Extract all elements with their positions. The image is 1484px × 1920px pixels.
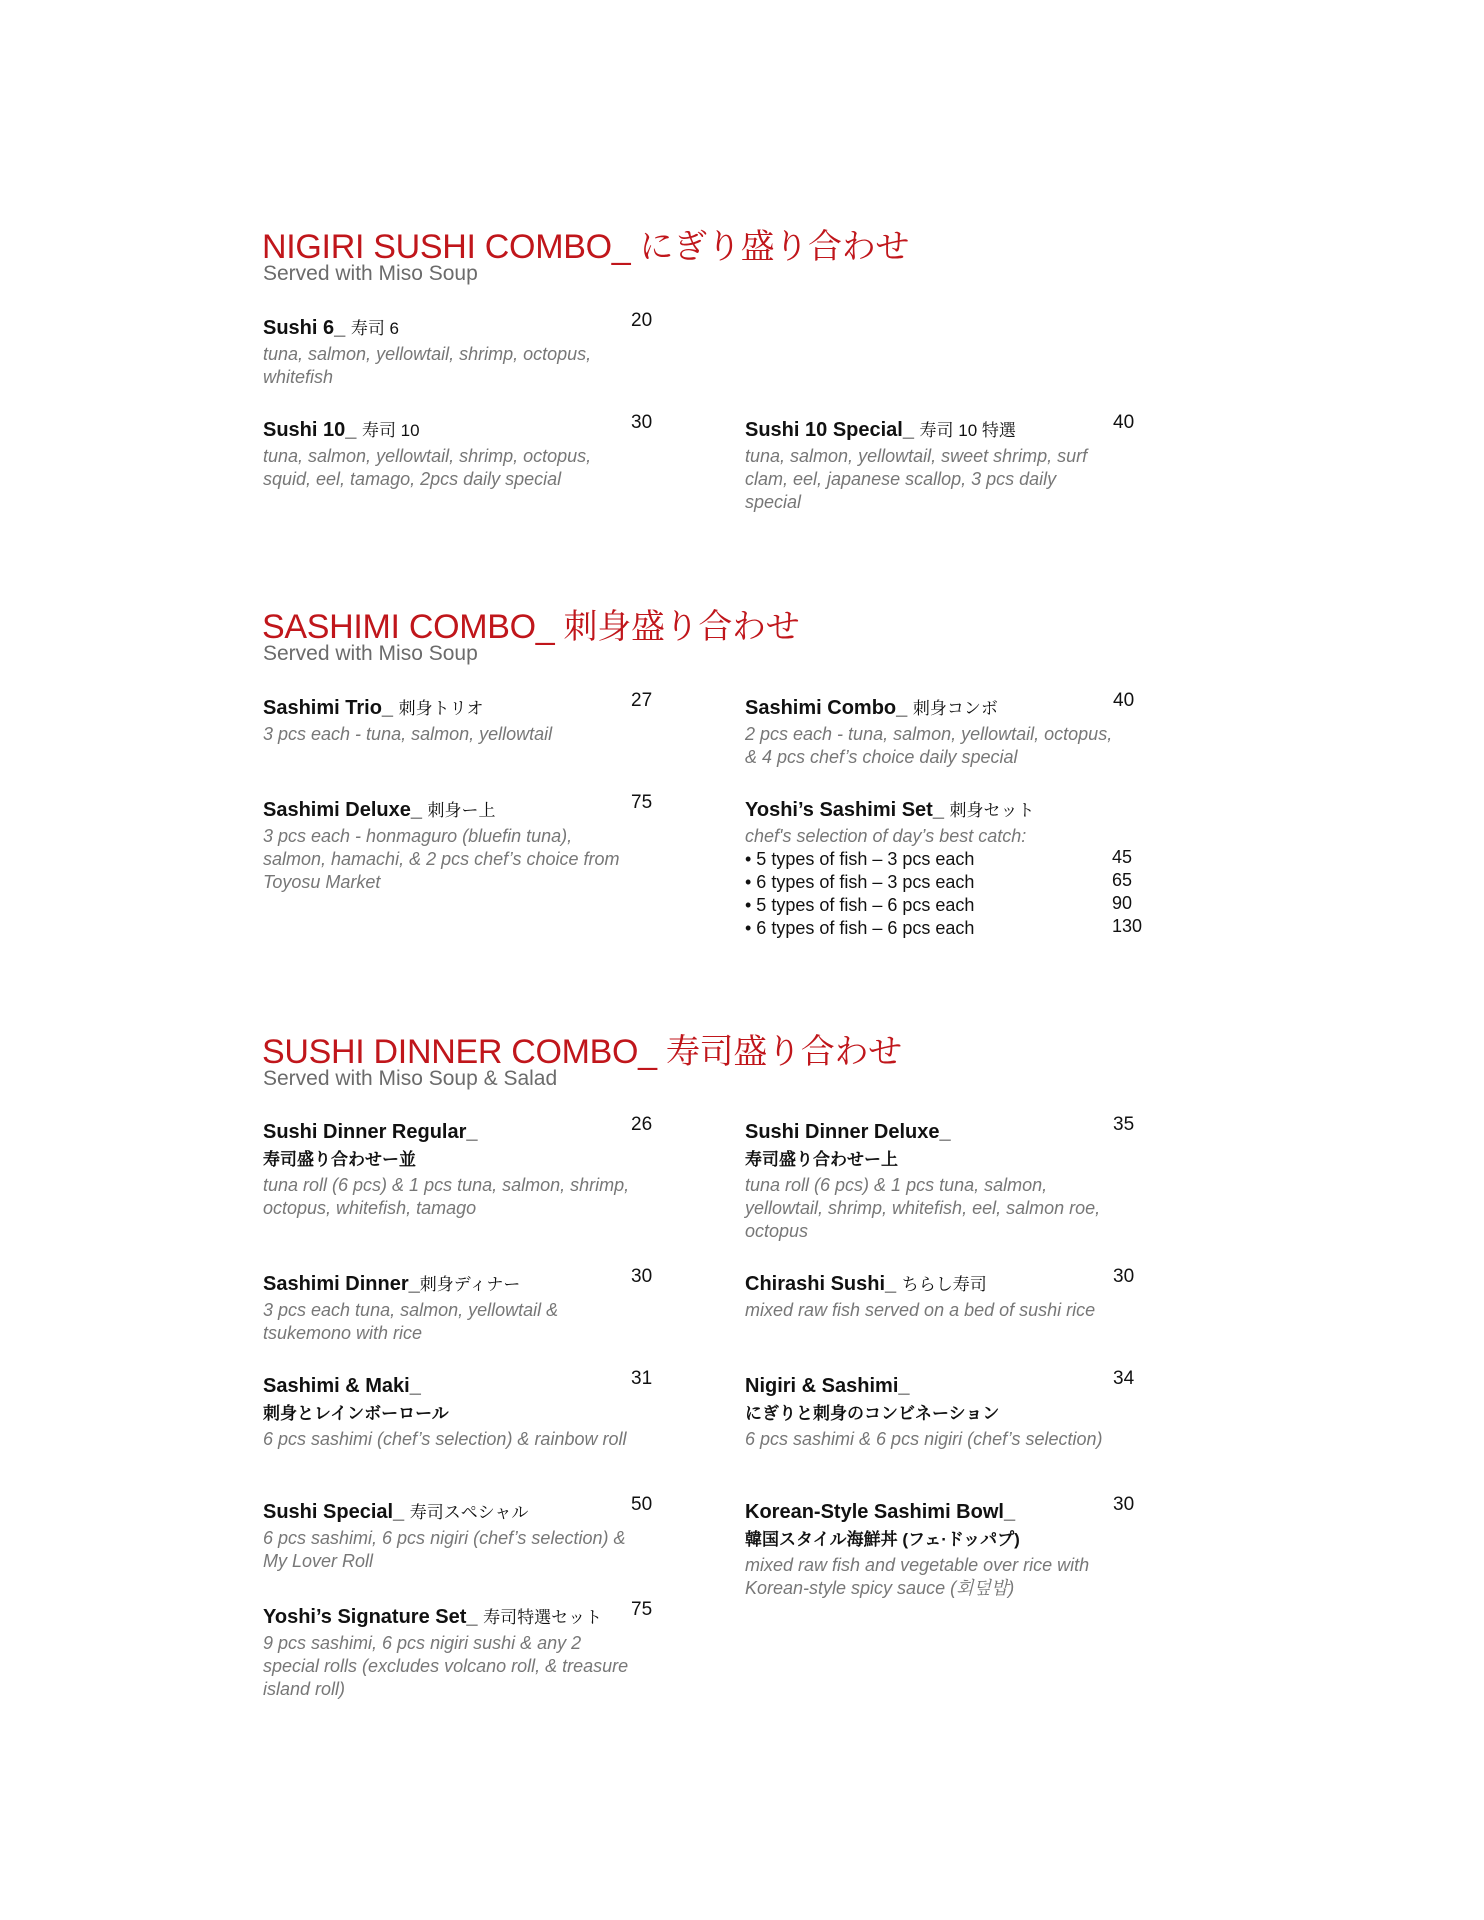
section-title-nigiri: NIGIRI SUSHI COMBO_ にぎり盛り合わせ bbox=[262, 228, 910, 266]
item-name-jp: 寿司特選セット bbox=[483, 1608, 603, 1627]
menu-item-sashimi-trio bbox=[263, 690, 703, 746]
item-name-en: Sushi Dinner Deluxe_ bbox=[745, 1121, 951, 1143]
item-name-jp: 刺身コンボ bbox=[912, 699, 998, 718]
item-description: tuna roll (6 pcs) & 1 pcs tuna, salmon, shrimp, octopus, whitefish, tamago bbox=[263, 1175, 630, 1218]
item-description: 9 pcs sashimi, 6 pcs nigiri sushi & any 2 special rolls (excludes volcano roll, & treasure island roll) bbox=[263, 1633, 629, 1699]
item-description: tuna, salmon, yellowtail, sweet shrimp, surf clam, eel, japanese scallop, 3 pcs daily special bbox=[745, 446, 1088, 512]
item-name-jp: 刺身トリオ bbox=[398, 699, 484, 718]
item-name-en: Chirashi Sushi_ bbox=[745, 1273, 897, 1295]
item-name-jp: 寿司 10 bbox=[361, 421, 420, 440]
item-price: 30 bbox=[1113, 1494, 1135, 1515]
item-price: 30 bbox=[631, 412, 653, 433]
item-description: mixed raw fish served on a bed of sushi rice bbox=[745, 1300, 1096, 1320]
item-name-en: Yoshi’s Sashimi Set_ bbox=[745, 799, 944, 821]
item-name-en: Sashimi Combo_ bbox=[745, 697, 908, 719]
item-name-en: Sushi Dinner Regular_ bbox=[263, 1121, 478, 1143]
menu-item-nigiri-sashimi bbox=[745, 1368, 1185, 1451]
item-name-en: Sushi 10_ bbox=[263, 419, 357, 441]
option-list bbox=[745, 848, 1185, 940]
item-name-en: Yoshi’s Signature Set_ bbox=[263, 1606, 478, 1628]
item-description: tuna, salmon, yellowtail, shrimp, octopus, whitefish bbox=[263, 344, 592, 387]
item-price: 34 bbox=[1113, 1368, 1135, 1389]
item-description: 3 pcs each - tuna, salmon, yellowtail bbox=[263, 724, 553, 744]
menu-item-chirashi-sushi bbox=[745, 1266, 1185, 1322]
menu-item-yoshis-sashimi-set bbox=[745, 796, 1185, 940]
option-price: 90 bbox=[1112, 893, 1133, 913]
item-price: 35 bbox=[1113, 1114, 1135, 1135]
item-name-jp: 寿司 6 bbox=[350, 319, 400, 338]
section-subtitle-sushi-dinner: Served with Miso Soup & Salad bbox=[263, 1067, 558, 1090]
item-name-jp: 寿司 10 特選 bbox=[919, 421, 1016, 440]
option-row bbox=[745, 894, 1165, 917]
option-label: • 5 types of fish – 3 pcs each bbox=[745, 849, 975, 869]
option-price: 130 bbox=[1112, 916, 1143, 936]
item-name-en: Korean-Style Sashimi Bowl_ bbox=[745, 1501, 1016, 1523]
item-description: 2 pcs each - tuna, salmon, yellowtail, octopus, & 4 pcs chef’s choice daily special bbox=[745, 724, 1113, 767]
item-description: 3 pcs each - honmaguro (bluefin tuna), salmon, hamachi, & 2 pcs chef’s choice from Toyosu Market bbox=[263, 826, 620, 892]
item-name-en: Sashimi Deluxe_ bbox=[263, 799, 422, 821]
item-price: 30 bbox=[631, 1266, 653, 1287]
item-name-en: Sushi 6_ bbox=[263, 317, 346, 339]
option-label: • 5 types of fish – 6 pcs each bbox=[745, 895, 975, 915]
item-description: tuna roll (6 pcs) & 1 pcs tuna, salmon, yellowtail, shrimp, whitefish, eel, salmon roe, octopus bbox=[745, 1175, 1101, 1241]
menu-item-sashimi-deluxe bbox=[263, 792, 703, 894]
menu-item-sashimi-combo bbox=[745, 690, 1185, 769]
section-title-sashimi: SASHIMI COMBO_ 刺身盛り合わせ bbox=[262, 608, 800, 646]
menu-item-sushi-6 bbox=[263, 310, 703, 389]
section-subtitle-sashimi: Served with Miso Soup bbox=[263, 642, 478, 665]
item-name-jp: 刺身とレインボーロール bbox=[263, 1404, 449, 1423]
option-label: • 6 types of fish – 3 pcs each bbox=[745, 872, 975, 892]
item-name-jp: 寿司スペシャル bbox=[409, 1503, 529, 1522]
item-name-jp: にぎりと刺身のコンビネーション bbox=[745, 1404, 1000, 1423]
menu-item-yoshis-signature-set bbox=[263, 1599, 703, 1701]
menu-item-sushi-dinner-regular bbox=[263, 1114, 703, 1220]
item-price: 31 bbox=[631, 1368, 653, 1389]
item-name-en: Sashimi Dinner_ bbox=[263, 1273, 420, 1295]
item-price: 40 bbox=[1113, 412, 1135, 433]
menu-item-sushi-10 bbox=[263, 412, 703, 491]
option-row bbox=[745, 848, 1165, 871]
item-name-en: Sashimi Trio_ bbox=[263, 697, 394, 719]
item-name-en: Sushi 10 Special_ bbox=[745, 419, 914, 441]
option-row bbox=[745, 917, 1165, 940]
item-description: 6 pcs sashimi & 6 pcs nigiri (chef’s selection) bbox=[745, 1429, 1103, 1449]
menu-item-sushi-10-special bbox=[745, 412, 1185, 514]
option-row bbox=[745, 871, 1165, 894]
item-description: tuna, salmon, yellowtail, shrimp, octopus, squid, eel, tamago, 2pcs daily special bbox=[263, 446, 592, 489]
item-price: 50 bbox=[631, 1494, 653, 1515]
menu-item-sashimi-maki bbox=[263, 1368, 703, 1451]
item-name-jp: 刺身ー上 bbox=[427, 801, 496, 820]
option-price: 65 bbox=[1112, 870, 1133, 890]
item-name-en: Sashimi & Maki_ bbox=[263, 1375, 421, 1397]
item-name-jp: 刺身ディナー bbox=[419, 1275, 521, 1294]
section-title-sushi-dinner: SUSHI DINNER COMBO_ 寿司盛り合わせ bbox=[262, 1033, 902, 1071]
item-description: mixed raw fish and vegetable over rice with Korean-style spicy sauce (회덮밥) bbox=[745, 1555, 1090, 1598]
item-description: 6 pcs sashimi (chef’s selection) & rainbow roll bbox=[263, 1429, 627, 1449]
item-price: 27 bbox=[631, 690, 653, 711]
item-price: 75 bbox=[631, 1599, 653, 1620]
item-name-en: Nigiri & Sashimi_ bbox=[745, 1375, 910, 1397]
item-price: 75 bbox=[631, 792, 653, 813]
item-price: 30 bbox=[1113, 1266, 1135, 1287]
item-name-jp: ちらし寿司 bbox=[901, 1275, 987, 1294]
item-price: 26 bbox=[631, 1114, 653, 1135]
item-price: 40 bbox=[1113, 690, 1135, 711]
item-description: 6 pcs sashimi, 6 pcs nigiri (chef’s selection) & My Lover Roll bbox=[263, 1528, 626, 1571]
item-name-en: Sushi Special_ bbox=[263, 1501, 405, 1523]
menu-item-korean-style-sashimi-bowl bbox=[745, 1494, 1185, 1600]
section-subtitle-nigiri: Served with Miso Soup bbox=[263, 262, 478, 285]
item-description: 3 pcs each tuna, salmon, yellowtail & tsukemono with rice bbox=[263, 1300, 559, 1343]
menu-item-sushi-dinner-deluxe bbox=[745, 1114, 1185, 1243]
item-name-jp: 寿司盛り合わせー上 bbox=[745, 1150, 898, 1169]
option-price: 45 bbox=[1112, 847, 1133, 867]
menu-item-sushi-special bbox=[263, 1494, 703, 1573]
item-name-jp: 韓国スタイル海鮮丼 (フェ·ドッパプ) bbox=[745, 1530, 1020, 1549]
item-name-jp: 寿司盛り合わせー並 bbox=[263, 1150, 416, 1169]
menu-item-sashimi-dinner bbox=[263, 1266, 703, 1345]
item-price: 20 bbox=[631, 310, 653, 331]
item-name-jp: 刺身セット bbox=[949, 801, 1035, 820]
item-name bbox=[745, 796, 1185, 825]
item-description: chef's selection of day’s best catch: bbox=[745, 826, 1027, 846]
option-label: • 6 types of fish – 6 pcs each bbox=[745, 918, 975, 938]
